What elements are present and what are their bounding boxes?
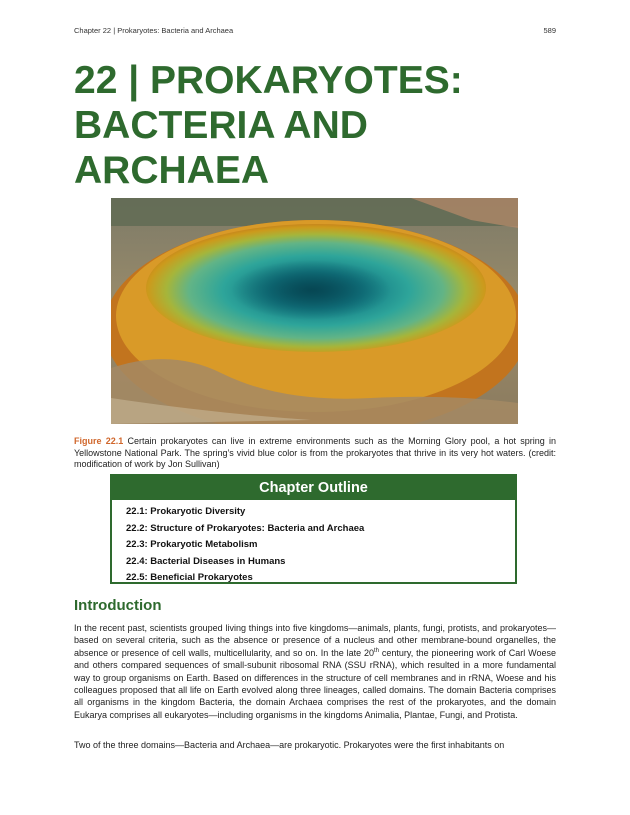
outline-item[interactable]: 22.4: Bacterial Diseases in Humans	[126, 555, 286, 567]
introduction-paragraph-1	[74, 622, 556, 721]
paragraph-1-part-b: century, the pioneering work of Carl Woese and others compared sequences of small-subunit ribosomal RNA (SSU rRNA), which resulted in a more fundamental way to group organisms on Earth. Based on differences in the structure of cell membranes and in rRNA, Woese and his colleagues proposed that all life on Earth evolved along three lineages, called domains. The domain Bacteria comprises all organisms in the kingdom Bacteria, the domain Archaea comprises the rest of the prokaryotes, and the domain Eukarya comprises all eukaryotes—including organisms in the kingdoms Animalia, Plantae, Fungi, and Protista.	[74, 647, 556, 720]
hot-spring-photo	[111, 198, 518, 424]
figure-caption-text: Certain prokaryotes can live in extreme environments such as the Morning Glory pool, a hot spring in Yellowstone National Park. The spring’s vivid blue color is from the prokaryotes that thrive in its very hot waters. (credit: modification of work by Jon Sullivan)	[74, 436, 556, 469]
chapter-outline-box	[110, 474, 517, 584]
running-title: Chapter 22 | Prokaryotes: Bacteria and Archaea	[74, 26, 234, 35]
chapter-title: 22 | PROKARYOTES: BACTERIA AND ARCHAEA	[74, 59, 463, 192]
chapter-outline-heading: Chapter Outline	[112, 476, 515, 500]
outline-item[interactable]: 22.3: Prokaryotic Metabolism	[126, 539, 258, 551]
running-header	[74, 26, 556, 35]
outline-item[interactable]: 22.1: Prokaryotic Diversity	[126, 506, 246, 517]
paragraph-1-part-a: In the recent past, scientists grouped living things into five kingdoms—animals, plants, fungi, protists, and prokaryotes—based on several criteria, such as the absence or presence of a nucleus and other membrane-bound organelles, the absence or presence of cell walls, multicellularity, and so on. In the late 20	[74, 623, 556, 658]
superscript-th: th	[374, 647, 380, 654]
page-number: 589	[543, 26, 556, 35]
introduction-heading: Introduction	[74, 597, 162, 614]
chapter-outline-list	[112, 500, 515, 587]
outline-item[interactable]: 22.5: Beneficial Prokaryotes	[126, 572, 253, 584]
outline-item[interactable]: 22.2: Structure of Prokaryotes: Bacteria and Archaea	[126, 522, 365, 534]
figure-label: Figure 22.1	[74, 436, 124, 446]
figure-caption	[74, 436, 556, 471]
introduction-paragraph-2: Two of the three domains—Bacteria and Archaea—are prokaryotic. Prokaryotes were the first inhabitants on	[74, 740, 505, 750]
